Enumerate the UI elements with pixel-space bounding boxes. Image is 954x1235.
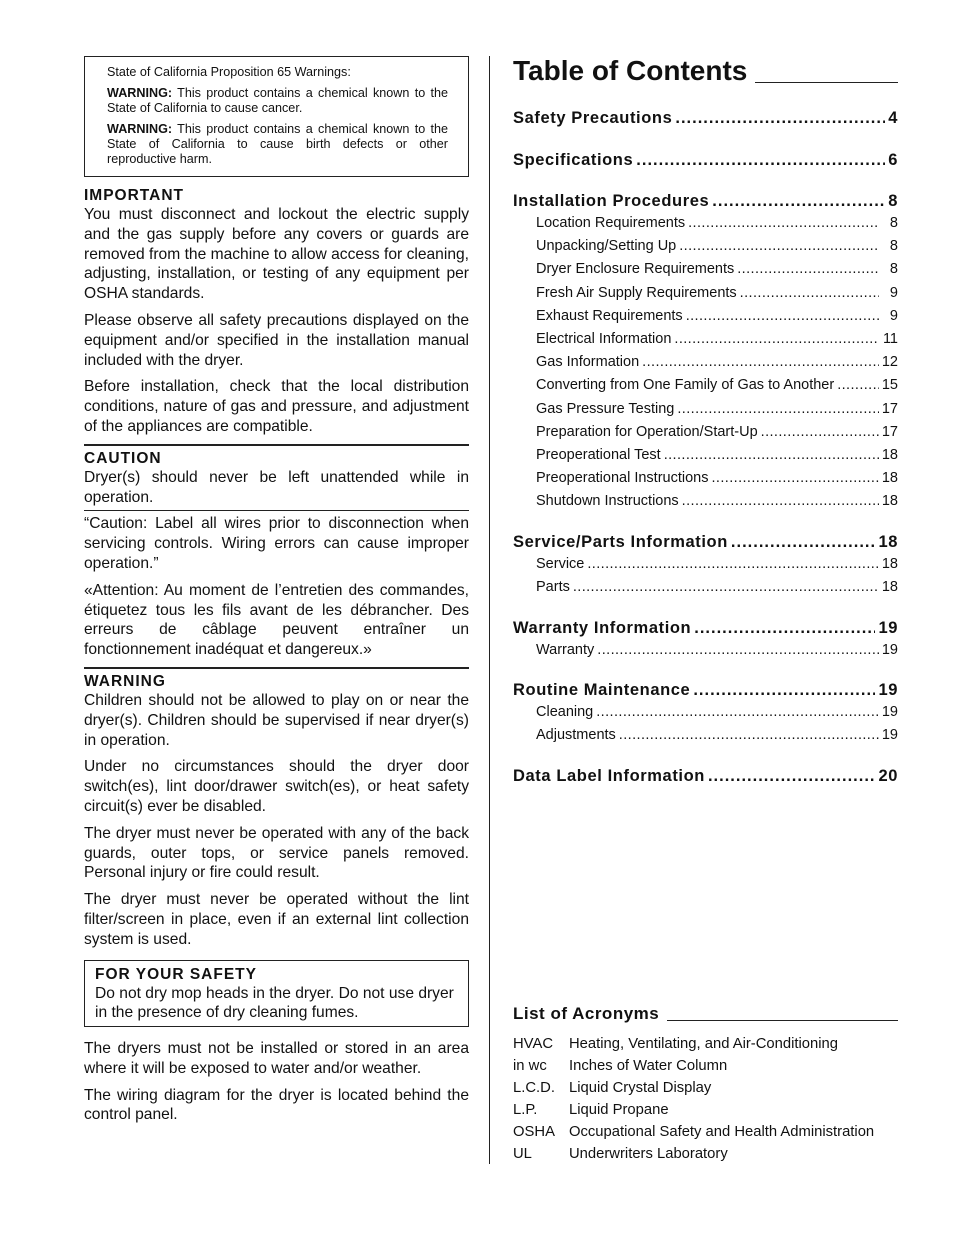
toc-section-label: Routine Maintenance xyxy=(513,681,691,700)
toc-section-entry[interactable] xyxy=(513,679,898,701)
leader-dots xyxy=(693,679,875,701)
important-paragraph: Please observe all safety precautions displayed on the equipment and/or specified in the installation manual included with the dryer. xyxy=(84,311,469,369)
toc-item-label: Preoperational Instructions xyxy=(536,470,709,487)
caution-section xyxy=(84,444,469,660)
leader-dots xyxy=(837,374,879,397)
toc-item-page: 8 xyxy=(889,261,898,278)
toc-section-page: 6 xyxy=(888,151,898,169)
toc-item-label: Adjustments xyxy=(536,727,616,744)
toc-item-label: Service xyxy=(536,555,585,572)
leader-dots xyxy=(682,490,879,513)
toc-section-page: 19 xyxy=(878,619,898,638)
safety-heading: FOR YOUR SAFETY xyxy=(95,965,257,983)
leader-dots xyxy=(712,467,879,490)
toc-item-page: 9 xyxy=(889,307,898,324)
acronym-row xyxy=(513,1055,898,1077)
toc-item-label: Preparation for Operation/Start-Up xyxy=(536,423,758,440)
leader-dots xyxy=(597,639,879,662)
toc-item-label: Parts xyxy=(536,578,570,595)
toc-item-entry[interactable] xyxy=(513,576,898,599)
leader-dots xyxy=(686,305,879,328)
acronym-row xyxy=(513,1121,898,1143)
prop65-warning-birth-defects xyxy=(107,122,448,167)
caution-text: Dryer(s) should never be left unattended while in operation. xyxy=(84,468,469,506)
acronyms-title xyxy=(513,1004,898,1024)
toc-section-page: 20 xyxy=(878,766,898,785)
leader-dots xyxy=(708,765,875,787)
leader-dots xyxy=(642,351,879,374)
toc-item-label: Location Requirements xyxy=(536,215,686,231)
toc-section-entry[interactable] xyxy=(513,531,898,553)
warning-section xyxy=(84,667,469,950)
warning-label: WARNING: xyxy=(107,86,173,100)
leader-dots xyxy=(761,421,879,444)
toc-section-label: Data Label Information xyxy=(513,766,705,785)
important-paragraph: You must disconnect and lockout the electric supply and the gas supply before any covers or guards are removed from the machine to allow access for cleaning, adjusting, installation, or testing of any equipment per OSHA standards. xyxy=(84,206,469,303)
toc-item-page: 18 xyxy=(881,555,898,572)
toc-title xyxy=(513,56,898,86)
acronym-row xyxy=(513,1033,898,1055)
toc-item-label: Shutdown Instructions xyxy=(536,493,679,510)
acronym-row xyxy=(513,1143,898,1165)
toc-item-page: 17 xyxy=(881,400,898,417)
acronyms-section xyxy=(513,1004,898,1165)
leader-dots xyxy=(688,212,879,235)
toc-title-text: Table of Contents xyxy=(513,55,748,86)
warning-label: WARNING: xyxy=(107,122,173,136)
toc-section-page: 19 xyxy=(878,681,898,700)
column-divider xyxy=(489,56,490,1164)
toc-item-label: Gas Information xyxy=(536,354,640,371)
toc-item-label: Warranty xyxy=(536,642,595,659)
toc-item-page: 12 xyxy=(881,354,898,371)
caution-heading: CAUTION xyxy=(84,449,162,467)
title-underline xyxy=(667,1020,898,1021)
acronym-meaning: Heating, Ventilating, and Air-Conditioning xyxy=(569,1036,838,1052)
toc-item-page: 8 xyxy=(889,238,898,255)
toc-item-label: Fresh Air Supply Requirements xyxy=(536,284,737,301)
toc-item-label: Gas Pressure Testing xyxy=(536,400,675,417)
toc-item-page: 9 xyxy=(889,284,898,301)
warning-text: This product contains a chemical known to the State of California to cause birth defects or other reproductive harm. xyxy=(107,122,448,166)
toc-item-entry[interactable] xyxy=(513,212,898,235)
safety-text: Do not dry mop heads in the dryer. Do not use dryer in the presence of dry cleaning fumes. xyxy=(95,984,454,1022)
toc-item-page: 18 xyxy=(881,447,898,464)
toc-item-entry[interactable] xyxy=(513,282,898,305)
toc-item-label: Converting from One Family of Gas to Another xyxy=(536,377,835,394)
leader-dots xyxy=(573,576,879,599)
caution-label-french: «Attention: Au moment de l’entretien des commandes, étiquetez tous les fils avant de les débrancher. Des erreurs de câblage peuvent entraîner un fonctionnement inadéquat et dangereux.» xyxy=(84,581,469,659)
acronym-meaning: Liquid Propane xyxy=(569,1102,669,1118)
toc-item-page: 11 xyxy=(882,331,898,348)
toc-item-label: Unpacking/Setting Up xyxy=(536,238,677,255)
toc-item-entry[interactable] xyxy=(513,374,898,397)
acronym-meaning: Inches of Water Column xyxy=(569,1058,728,1074)
warning-paragraph: The dryer must never be operated with any of the back guards, outer tops, or service panels removed. Personal injury or fire could result. xyxy=(84,824,469,882)
leader-dots xyxy=(712,190,885,212)
toc-section-entry[interactable] xyxy=(513,107,898,129)
warning-text: This product contains a chemical known to the State of California to cause cancer. xyxy=(107,86,448,115)
toc-section-entry[interactable] xyxy=(513,617,898,639)
leader-dots xyxy=(675,107,885,129)
acronym-abbr: UL xyxy=(513,1146,532,1162)
acronym-abbr: L.P. xyxy=(513,1102,538,1118)
right-column xyxy=(513,55,898,1162)
leader-dots xyxy=(664,444,879,467)
toc-item-entry[interactable] xyxy=(513,328,898,351)
toc-section-page: 4 xyxy=(888,109,898,127)
caution-label-notice xyxy=(84,510,469,660)
toc-section-entry[interactable] xyxy=(513,149,898,171)
toc-section-label: Specifications xyxy=(513,151,634,169)
for-your-safety-box xyxy=(84,960,469,1028)
toc-item-page: 19 xyxy=(881,642,898,659)
important-paragraph: Before installation, check that the local distribution conditions, nature of gas and pressure, and adjustment of the appliances are compatible. xyxy=(84,378,469,435)
toc-item-entry[interactable] xyxy=(513,305,898,328)
leader-dots xyxy=(731,531,876,553)
toc-item-label: Exhaust Requirements xyxy=(536,307,683,324)
toc-item-page: 18 xyxy=(881,578,898,595)
toc-item-page: 15 xyxy=(881,377,898,394)
toc-item-entry[interactable] xyxy=(513,553,898,576)
caution-label-english: “Caution: Label all wires prior to disconnection when servicing controls. Wiring errors can cause improper operation.” xyxy=(84,515,469,572)
toc-section-entry[interactable] xyxy=(513,765,898,787)
important-section xyxy=(84,186,469,437)
toc-section-label: Service/Parts Information xyxy=(513,532,728,551)
toc-section-entry[interactable] xyxy=(513,190,898,212)
acronym-row xyxy=(513,1077,898,1099)
toc-section-page: 8 xyxy=(888,192,898,210)
toc-item-page: 8 xyxy=(889,215,898,231)
toc-item-entry[interactable] xyxy=(513,724,898,747)
leader-dots xyxy=(619,724,879,747)
toc-item-entry[interactable] xyxy=(513,351,898,374)
toc-item-page: 18 xyxy=(881,470,898,487)
leader-dots xyxy=(679,235,879,258)
leader-dots xyxy=(677,398,879,421)
leader-dots xyxy=(596,701,879,724)
warning-paragraph: Children should not be allowed to play on or near the dryer(s). Children should be supervised if near dryer(s) in operation. xyxy=(84,691,469,749)
acronym-meaning: Occupational Safety and Health Administration xyxy=(569,1124,875,1140)
acronym-abbr: in wc xyxy=(513,1058,547,1074)
acronym-meaning: Underwriters Laboratory xyxy=(569,1146,728,1162)
title-underline xyxy=(755,82,898,83)
toc-item-entry[interactable] xyxy=(513,421,898,444)
toc-item-entry[interactable] xyxy=(513,639,898,662)
toc-item-entry[interactable] xyxy=(513,444,898,467)
toc-item-label: Electrical Information xyxy=(536,331,672,348)
acronym-meaning: Liquid Crystal Display xyxy=(569,1080,712,1096)
toc-section-page: 18 xyxy=(878,532,898,551)
toc-item-page: 19 xyxy=(881,727,898,744)
prop65-warning-cancer xyxy=(107,86,448,116)
toc-item-label: Dryer Enclosure Requirements xyxy=(536,261,735,278)
warning-paragraph: The dryer must never be operated without the lint filter/screen in place, even if an external lint collection system is used. xyxy=(84,891,469,948)
toc-item-page: 19 xyxy=(881,704,898,721)
toc-section-label: Safety Precautions xyxy=(513,109,673,127)
warning-paragraph: Under no circumstances should the dryer door switch(es), lint door/drawer switch(es), or heat safety circuit(s) ever be disabled. xyxy=(84,758,469,815)
acronyms-title-text: List of Acronyms xyxy=(513,1004,660,1023)
toc-item-entry[interactable] xyxy=(513,701,898,724)
toc-item-label: Cleaning xyxy=(536,704,594,721)
acronym-abbr: OSHA xyxy=(513,1124,555,1140)
acronym-abbr: HVAC xyxy=(513,1036,554,1052)
acronym-abbr: L.C.D. xyxy=(513,1080,555,1096)
acronym-row xyxy=(513,1099,898,1121)
left-column xyxy=(84,56,469,1132)
leader-dots xyxy=(636,149,885,171)
toc-item-entry[interactable] xyxy=(513,235,898,258)
toc-item-entry[interactable] xyxy=(513,490,898,513)
toc-item-page: 17 xyxy=(881,423,898,440)
toc-item-entry[interactable] xyxy=(513,467,898,490)
toc-item-entry[interactable] xyxy=(513,258,898,281)
toc-section-label: Warranty Information xyxy=(513,619,692,638)
prop65-warning-box xyxy=(84,56,469,177)
toc-item-page: 18 xyxy=(881,493,898,510)
toc-item-entry[interactable] xyxy=(513,398,898,421)
toc-section-label: Installation Procedures xyxy=(513,192,710,210)
toc-item-label: Preoperational Test xyxy=(536,447,661,464)
closing-notes xyxy=(84,1039,469,1125)
leader-dots xyxy=(737,258,879,281)
important-heading: IMPORTANT xyxy=(84,187,184,204)
table-of-contents xyxy=(513,107,898,787)
prop65-title: State of California Proposition 65 Warnings: xyxy=(107,65,351,79)
leader-dots xyxy=(587,553,879,576)
closing-paragraph: The wiring diagram for the dryer is located behind the control panel. xyxy=(84,1086,469,1124)
leader-dots xyxy=(674,328,879,351)
acronyms-list xyxy=(513,1033,898,1165)
leader-dots xyxy=(694,617,875,639)
warning-heading: WARNING xyxy=(84,672,166,690)
leader-dots xyxy=(740,282,879,305)
closing-paragraph: The dryers must not be installed or stored in an area where it will be exposed to water and/or weather. xyxy=(84,1040,469,1077)
